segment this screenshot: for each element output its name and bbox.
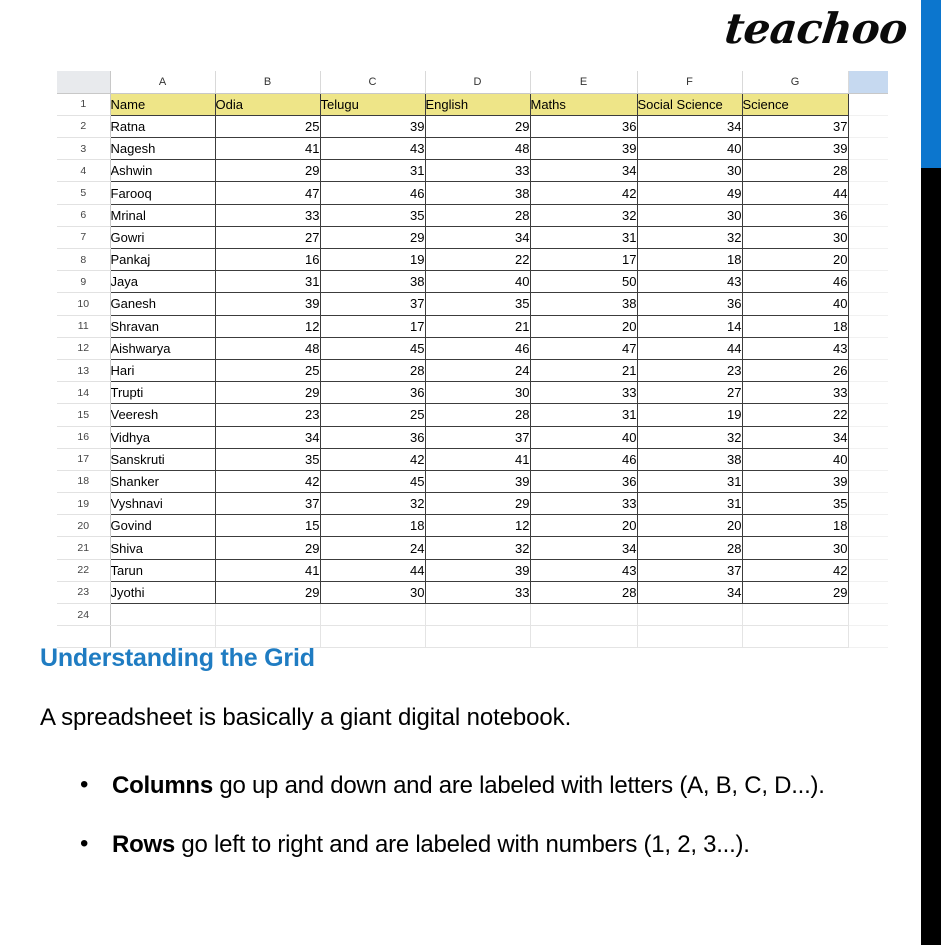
column-title-cell[interactable]: Social Science (637, 93, 742, 115)
bullet-lead-term: Rows (112, 830, 176, 858)
cell-student-name[interactable]: Nagesh (110, 138, 215, 160)
cell-student-name[interactable]: Aishwarya (110, 337, 215, 359)
cell-score[interactable]: 33 (530, 382, 637, 404)
cell-empty[interactable] (110, 604, 215, 626)
row-number[interactable]: 11 (57, 315, 110, 337)
cell-score[interactable]: 20 (637, 515, 742, 537)
table-row (57, 226, 888, 248)
cell-score[interactable]: 28 (530, 581, 637, 603)
cell-score[interactable]: 46 (425, 337, 530, 359)
cell-score[interactable]: 44 (320, 559, 425, 581)
cell-student-name[interactable]: Pankaj (110, 249, 215, 271)
cell-score[interactable]: 30 (320, 581, 425, 603)
cell-score[interactable]: 35 (320, 204, 425, 226)
cell-score[interactable]: 40 (425, 271, 530, 293)
cell-student-name[interactable]: Vyshnavi (110, 493, 215, 515)
cell-score[interactable]: 32 (637, 426, 742, 448)
cell-score[interactable]: 42 (742, 559, 848, 581)
cell-score[interactable]: 17 (320, 315, 425, 337)
cell-student-name[interactable]: Ganesh (110, 293, 215, 315)
cell-score[interactable]: 34 (425, 226, 530, 248)
column-header-e[interactable]: E (530, 71, 637, 93)
cell-score[interactable]: 49 (637, 182, 742, 204)
cell-score[interactable]: 20 (530, 315, 637, 337)
table-row (57, 382, 888, 404)
list-item (80, 826, 920, 863)
cell-score[interactable]: 35 (425, 293, 530, 315)
row-number[interactable]: 10 (57, 293, 110, 315)
column-header-a[interactable]: A (110, 71, 215, 93)
empty-trailing-cell (848, 182, 888, 204)
cell-score[interactable]: 29 (742, 581, 848, 603)
cell-score[interactable]: 31 (530, 226, 637, 248)
cell-score[interactable]: 29 (215, 537, 320, 559)
cell-score[interactable]: 39 (742, 138, 848, 160)
cell-score[interactable]: 48 (425, 138, 530, 160)
cell-score[interactable]: 42 (320, 448, 425, 470)
cell-score[interactable]: 37 (215, 493, 320, 515)
cell-score[interactable]: 44 (637, 337, 742, 359)
cell-score[interactable]: 33 (742, 382, 848, 404)
table-row (57, 271, 888, 293)
cell-score[interactable]: 30 (637, 204, 742, 226)
blue-accent-bar (921, 0, 941, 168)
cell-score[interactable]: 36 (320, 382, 425, 404)
select-all-corner[interactable] (57, 71, 110, 93)
cell-score[interactable]: 33 (425, 581, 530, 603)
cell-score[interactable]: 45 (320, 337, 425, 359)
cell-score[interactable]: 32 (320, 493, 425, 515)
cell-score[interactable]: 35 (742, 493, 848, 515)
cell-score[interactable]: 15 (215, 515, 320, 537)
cell-score[interactable]: 36 (320, 426, 425, 448)
cell-student-name[interactable]: Mrinal (110, 204, 215, 226)
cell-score[interactable]: 41 (425, 448, 530, 470)
row-number[interactable]: 3 (57, 138, 110, 160)
cell-student-name[interactable]: Jaya (110, 271, 215, 293)
cell-student-name[interactable]: Tarun (110, 559, 215, 581)
cell-score[interactable]: 36 (530, 115, 637, 137)
cell-score[interactable]: 41 (215, 138, 320, 160)
row-number[interactable]: 23 (57, 581, 110, 603)
row-number[interactable]: 14 (57, 382, 110, 404)
cell-score[interactable]: 12 (215, 315, 320, 337)
cell-score[interactable]: 39 (215, 293, 320, 315)
cell-score[interactable]: 27 (637, 382, 742, 404)
cell-score[interactable]: 31 (637, 493, 742, 515)
empty-trailing-cell (848, 93, 888, 115)
row-number[interactable]: 19 (57, 493, 110, 515)
column-header-b[interactable]: B (215, 71, 320, 93)
table-row (57, 293, 888, 315)
cell-score[interactable]: 18 (742, 315, 848, 337)
cell-score[interactable]: 31 (320, 160, 425, 182)
cell-score[interactable]: 31 (215, 271, 320, 293)
cell-score[interactable]: 38 (320, 271, 425, 293)
cell-score[interactable]: 42 (530, 182, 637, 204)
cell-score[interactable]: 32 (530, 204, 637, 226)
cell-score[interactable]: 36 (637, 293, 742, 315)
empty-trailing-cell (848, 470, 888, 492)
cell-score[interactable]: 43 (530, 559, 637, 581)
cell-score[interactable]: 38 (530, 293, 637, 315)
cell-score[interactable]: 20 (742, 249, 848, 271)
empty-trailing-cell (848, 204, 888, 226)
row-number[interactable]: 24 (57, 604, 110, 626)
cell-student-name[interactable]: Vidhya (110, 426, 215, 448)
cell-score[interactable]: 31 (637, 470, 742, 492)
empty-trailing-cell (848, 337, 888, 359)
cell-score[interactable]: 28 (637, 537, 742, 559)
empty-trailing-cell (848, 515, 888, 537)
cell-score[interactable]: 24 (425, 359, 530, 381)
cell-score[interactable]: 37 (637, 559, 742, 581)
cell-student-name[interactable]: Shravan (110, 315, 215, 337)
cell-empty[interactable] (637, 604, 742, 626)
spreadsheet-table (57, 71, 888, 648)
table-row (57, 559, 888, 581)
column-header-g[interactable]: G (742, 71, 848, 93)
cell-score[interactable]: 27 (215, 226, 320, 248)
cell-score[interactable]: 34 (530, 537, 637, 559)
cell-score[interactable]: 43 (742, 337, 848, 359)
row-number[interactable]: 18 (57, 470, 110, 492)
cell-score[interactable]: 39 (320, 115, 425, 137)
empty-trailing-cell (848, 493, 888, 515)
cell-score[interactable]: 34 (530, 160, 637, 182)
row-number[interactable]: 1 (57, 93, 110, 115)
row-number[interactable]: 17 (57, 448, 110, 470)
cell-score[interactable]: 32 (425, 537, 530, 559)
cell-student-name[interactable]: Shanker (110, 470, 215, 492)
table-row (57, 404, 888, 426)
cell-student-name[interactable]: Gowri (110, 226, 215, 248)
cell-score[interactable]: 33 (425, 160, 530, 182)
cell-score[interactable]: 38 (425, 182, 530, 204)
row-number[interactable]: 6 (57, 204, 110, 226)
cell-empty[interactable] (742, 604, 848, 626)
cell-score[interactable]: 43 (320, 138, 425, 160)
empty-trailing-cell (848, 249, 888, 271)
row-number[interactable]: 22 (57, 559, 110, 581)
row-number[interactable]: 20 (57, 515, 110, 537)
row-number[interactable]: 8 (57, 249, 110, 271)
cell-score[interactable]: 25 (215, 359, 320, 381)
explanatory-text-block (40, 645, 920, 885)
row-number[interactable]: 16 (57, 426, 110, 448)
cell-score[interactable]: 34 (637, 115, 742, 137)
spreadsheet-grid[interactable] (57, 71, 888, 648)
cell-score[interactable]: 34 (215, 426, 320, 448)
cell-empty[interactable] (530, 604, 637, 626)
empty-trailing-cell (848, 293, 888, 315)
cell-score[interactable]: 16 (215, 249, 320, 271)
cell-score[interactable]: 22 (742, 404, 848, 426)
cell-score[interactable]: 22 (425, 249, 530, 271)
cell-score[interactable]: 39 (530, 138, 637, 160)
cell-score[interactable]: 43 (637, 271, 742, 293)
bullet-list (40, 767, 920, 863)
cell-score[interactable]: 29 (215, 160, 320, 182)
cell-score[interactable]: 37 (742, 115, 848, 137)
table-row (57, 537, 888, 559)
cell-score[interactable]: 47 (530, 337, 637, 359)
cell-score[interactable]: 19 (320, 249, 425, 271)
row-number[interactable]: 5 (57, 182, 110, 204)
cell-score[interactable]: 38 (637, 448, 742, 470)
empty-trailing-cell (848, 537, 888, 559)
empty-trailing-cell (848, 559, 888, 581)
intro-paragraph: A spreadsheet is basically a giant digital notebook. (40, 703, 572, 731)
cell-score[interactable]: 45 (320, 470, 425, 492)
cell-score[interactable]: 20 (530, 515, 637, 537)
cell-score[interactable]: 44 (742, 182, 848, 204)
cell-score[interactable]: 17 (530, 249, 637, 271)
column-title-cell[interactable]: Name (110, 93, 215, 115)
cell-score[interactable]: 50 (530, 271, 637, 293)
cell-student-name[interactable]: Jyothi (110, 581, 215, 603)
table-row (57, 448, 888, 470)
table-row (57, 426, 888, 448)
empty-trailing-cell (848, 315, 888, 337)
cell-score[interactable]: 34 (637, 581, 742, 603)
row-number[interactable]: 9 (57, 271, 110, 293)
cell-empty[interactable] (215, 604, 320, 626)
table-row (57, 359, 888, 381)
cell-score[interactable]: 39 (425, 470, 530, 492)
empty-trailing-cell (848, 138, 888, 160)
cell-score[interactable]: 40 (742, 448, 848, 470)
table-row (57, 138, 888, 160)
cell-score[interactable]: 32 (637, 226, 742, 248)
list-item (80, 767, 920, 804)
cell-score[interactable]: 30 (742, 537, 848, 559)
cell-student-name[interactable]: Farooq (110, 182, 215, 204)
cell-score[interactable]: 48 (215, 337, 320, 359)
column-letter-row (57, 71, 888, 93)
cell-score[interactable]: 21 (425, 315, 530, 337)
table-row (57, 315, 888, 337)
cell-score[interactable]: 25 (320, 404, 425, 426)
empty-trailing-cell (848, 404, 888, 426)
cell-score[interactable]: 21 (530, 359, 637, 381)
cell-score[interactable]: 46 (320, 182, 425, 204)
cell-score[interactable]: 30 (742, 226, 848, 248)
cell-score[interactable]: 36 (530, 470, 637, 492)
row-number[interactable]: 2 (57, 115, 110, 137)
cell-score[interactable]: 30 (425, 382, 530, 404)
empty-trailing-cell (848, 160, 888, 182)
table-row (57, 581, 888, 603)
cell-student-name[interactable]: Ratna (110, 115, 215, 137)
cell-score[interactable]: 28 (425, 404, 530, 426)
cell-score[interactable]: 37 (425, 426, 530, 448)
column-title-cell[interactable]: Science (742, 93, 848, 115)
column-title-cell[interactable]: English (425, 93, 530, 115)
row-number[interactable]: 4 (57, 160, 110, 182)
cell-student-name[interactable]: Hari (110, 359, 215, 381)
column-header-f[interactable]: F (637, 71, 742, 93)
cell-student-name[interactable]: Veeresh (110, 404, 215, 426)
empty-trailing-cell (848, 581, 888, 603)
cell-empty[interactable] (425, 604, 530, 626)
cell-score[interactable]: 28 (320, 359, 425, 381)
table-row (57, 493, 888, 515)
cell-score[interactable]: 39 (742, 470, 848, 492)
table-row (57, 204, 888, 226)
column-header-h-selected[interactable] (848, 71, 888, 93)
cell-score[interactable]: 12 (425, 515, 530, 537)
table-row-empty (57, 604, 888, 626)
cell-score[interactable]: 23 (215, 404, 320, 426)
empty-trailing-cell (848, 604, 888, 626)
row-number[interactable]: 15 (57, 404, 110, 426)
cell-score[interactable]: 18 (637, 249, 742, 271)
column-header-d[interactable]: D (425, 71, 530, 93)
cell-empty[interactable] (320, 604, 425, 626)
bullet-lead-term: Columns (112, 771, 213, 799)
empty-trailing-cell (848, 359, 888, 381)
cell-score[interactable]: 24 (320, 537, 425, 559)
cell-score[interactable]: 47 (215, 182, 320, 204)
cell-score[interactable]: 31 (530, 404, 637, 426)
cell-score[interactable]: 46 (742, 271, 848, 293)
table-header-row (57, 93, 888, 115)
cell-score[interactable]: 34 (742, 426, 848, 448)
row-number[interactable]: 7 (57, 226, 110, 248)
page-title: Understanding the Grid (40, 644, 315, 672)
cell-score[interactable]: 30 (637, 160, 742, 182)
table-row (57, 470, 888, 492)
empty-trailing-cell (848, 426, 888, 448)
column-title-cell[interactable]: Odia (215, 93, 320, 115)
cell-score[interactable]: 29 (425, 115, 530, 137)
cell-score[interactable]: 14 (637, 315, 742, 337)
row-number[interactable]: 21 (57, 537, 110, 559)
cell-score[interactable]: 25 (215, 115, 320, 137)
table-row (57, 515, 888, 537)
cell-student-name[interactable]: Sanskruti (110, 448, 215, 470)
cell-student-name[interactable]: Govind (110, 515, 215, 537)
cell-score[interactable]: 28 (425, 204, 530, 226)
empty-trailing-cell (848, 448, 888, 470)
cell-score[interactable]: 37 (320, 293, 425, 315)
cell-score[interactable]: 46 (530, 448, 637, 470)
cell-student-name[interactable]: Ashwin (110, 160, 215, 182)
column-title-cell[interactable]: Maths (530, 93, 637, 115)
cell-score[interactable]: 33 (530, 493, 637, 515)
cell-score[interactable]: 29 (425, 493, 530, 515)
table-row (57, 115, 888, 137)
cell-score[interactable]: 18 (742, 515, 848, 537)
cell-score[interactable]: 29 (215, 382, 320, 404)
cell-score[interactable]: 19 (637, 404, 742, 426)
cell-score[interactable]: 40 (637, 138, 742, 160)
right-edge-decoration (921, 0, 941, 945)
table-row (57, 249, 888, 271)
cell-score[interactable]: 41 (215, 559, 320, 581)
teachoo-logo: teachoo (722, 4, 910, 53)
cell-score[interactable]: 33 (215, 204, 320, 226)
column-header-c[interactable]: C (320, 71, 425, 93)
bullet-body-text: go up and down and are labeled with letters (A, B, C, D...). (212, 771, 825, 799)
cell-score[interactable]: 23 (637, 359, 742, 381)
cell-score[interactable]: 29 (320, 226, 425, 248)
black-accent-bar (921, 168, 941, 945)
cell-score[interactable]: 36 (742, 204, 848, 226)
empty-trailing-cell (848, 271, 888, 293)
cell-score[interactable]: 40 (530, 426, 637, 448)
empty-trailing-cell (848, 226, 888, 248)
row-number[interactable]: 12 (57, 337, 110, 359)
cell-student-name[interactable]: Trupti (110, 382, 215, 404)
cell-score[interactable]: 29 (215, 581, 320, 603)
table-row (57, 337, 888, 359)
cell-score[interactable]: 35 (215, 448, 320, 470)
cell-score[interactable]: 28 (742, 160, 848, 182)
column-title-cell[interactable]: Telugu (320, 93, 425, 115)
table-row (57, 182, 888, 204)
cell-score[interactable]: 42 (215, 470, 320, 492)
empty-trailing-cell (848, 382, 888, 404)
bullet-body-text: go left to right and are labeled with numbers (1, 2, 3...). (175, 830, 750, 858)
cell-score[interactable]: 40 (742, 293, 848, 315)
row-number[interactable]: 13 (57, 359, 110, 381)
empty-trailing-cell (848, 115, 888, 137)
cell-score[interactable]: 39 (425, 559, 530, 581)
table-row (57, 160, 888, 182)
cell-score[interactable]: 26 (742, 359, 848, 381)
cell-score[interactable]: 18 (320, 515, 425, 537)
cell-student-name[interactable]: Shiva (110, 537, 215, 559)
